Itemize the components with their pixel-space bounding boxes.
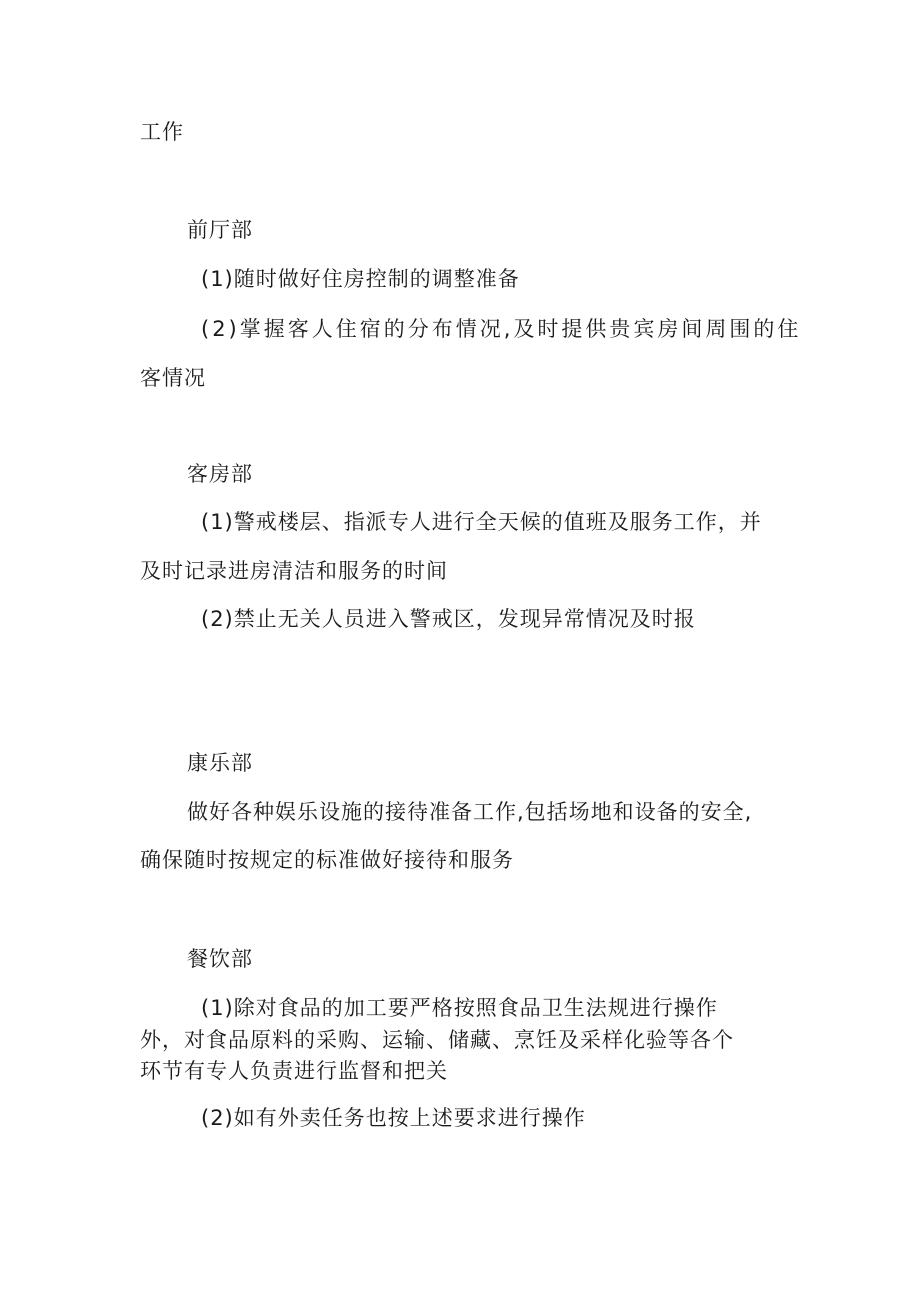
- catering-item-2: (2)如有外卖任务也按上述要求进行操作: [201, 1106, 586, 1130]
- section-heading-housekeeping: 客房部: [187, 462, 253, 486]
- section-heading-front-desk: 前厅部: [187, 218, 253, 242]
- catering-item-1-line-2: 外，对食品原料的采购、运输、储藏、烹饪及采样化验等各个: [140, 1028, 734, 1052]
- intro-text: 工作: [140, 120, 184, 144]
- catering-item-1-line-1: (1)除对食品的加工要严格按照食品卫生法规进行操作: [201, 996, 718, 1020]
- section-heading-recreation: 康乐部: [187, 751, 253, 775]
- catering-item-1-line-3: 环节有专人负责进行监督和把关: [140, 1059, 448, 1083]
- front-desk-item-2-line-1: (2)掌握客人住宿的分布情况,及时提供贵宾房间周围的住: [201, 317, 802, 341]
- housekeeping-item-2: (2)禁止无关人员进入警戒区，发现异常情况及时报: [201, 607, 696, 631]
- housekeeping-item-1-line-2: 及时记录进房清洁和服务的时间: [140, 559, 448, 583]
- front-desk-item-1: (1)随时做好住房控制的调整准备: [201, 267, 520, 291]
- housekeeping-item-1-line-1: (1)警戒楼层、指派专人进行全天候的值班及服务工作，并: [201, 510, 762, 534]
- section-heading-catering: 餐饮部: [187, 947, 253, 971]
- recreation-text-line-2: 确保随时按规定的标准做好接待和服务: [140, 848, 514, 872]
- front-desk-item-2-line-2: 客情况: [140, 366, 206, 390]
- recreation-text-line-1: 做好各种娱乐设施的接待准备工作,包括场地和设备的安全,: [187, 800, 753, 824]
